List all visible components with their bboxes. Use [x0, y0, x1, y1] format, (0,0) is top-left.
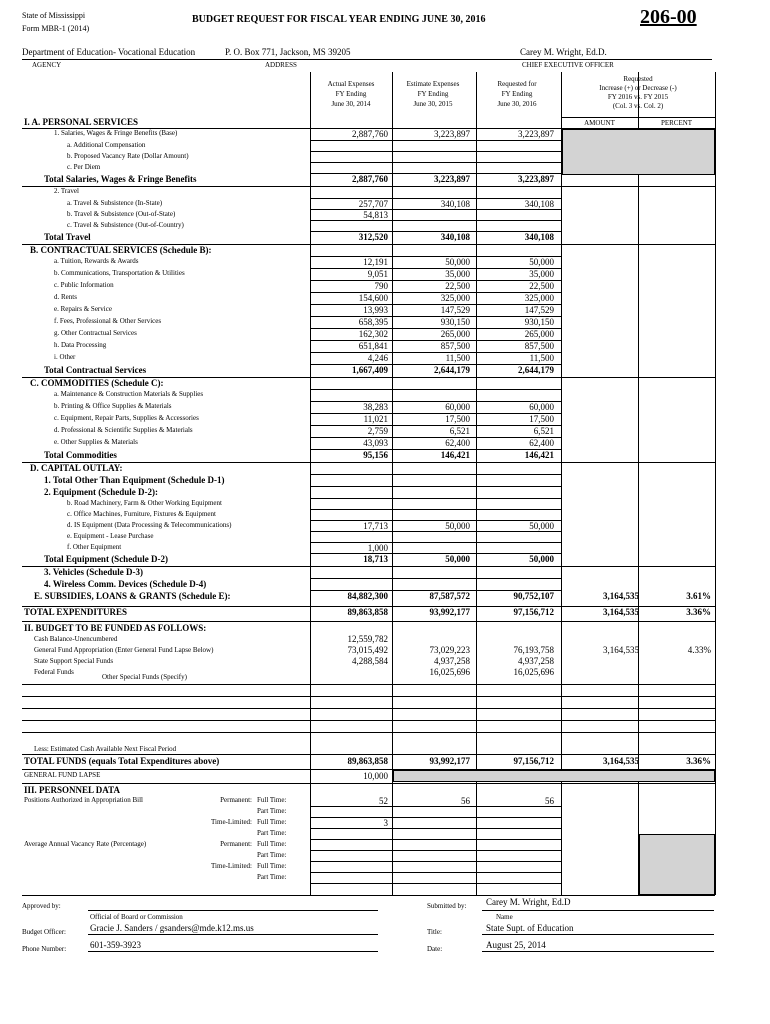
blank-row-rule [22, 696, 715, 697]
less-cash-label: Less: Estimated Cash Available Next Fiscal Period [34, 745, 177, 753]
row-label: g. Other Contractual Services [54, 329, 137, 337]
vacancy-label: Average Annual Vacancy Rate (Percentage) [24, 840, 147, 848]
personnel-full-label: Full Time: [257, 862, 287, 870]
col-header-requested: Requested for [497, 80, 537, 88]
row-label: B. CONTRACTUAL SERVICES (Schedule B): [30, 245, 212, 255]
row-label: d. IS Equipment (Data Processing & Telecommunications) [67, 521, 232, 529]
row-label: Total Contractual Services [44, 365, 147, 375]
cell-a: 54,813 [363, 210, 388, 220]
cell-e: 62,400 [445, 438, 470, 448]
col-header-change: (Col. 3 vs. Col. 2) [612, 102, 664, 110]
row-label: a. Tuition, Rewards & Awards [54, 257, 139, 265]
funding-cell-q: 16,025,696 [513, 667, 554, 677]
blank-row-rule [22, 720, 715, 721]
funding-cell-e: 73,029,223 [429, 645, 470, 655]
cell-q: 17,500 [529, 414, 554, 424]
row-label: c. Travel & Subsistence (Out-of-Country) [67, 221, 184, 229]
personnel-heading: III. PERSONNEL DATA [24, 785, 120, 795]
col-header-change: Increase (+) or Decrease (-) [599, 84, 677, 92]
funding-cell-e: 16,025,696 [429, 667, 470, 677]
cell-a: 257,707 [358, 199, 388, 209]
cell-e: 35,000 [445, 269, 470, 279]
phone-line [88, 951, 378, 952]
cell-a: 2,759 [367, 426, 388, 436]
cell-q: 147,529 [524, 305, 554, 315]
official-caption: Official of Board or Commission [90, 913, 183, 921]
row-label: D. CAPITAL OUTLAY: [30, 463, 123, 473]
approved-label: Approved by: [22, 902, 61, 910]
row-label: b. Travel & Subsistence (Out-of-State) [67, 210, 176, 218]
personnel-part-label: Part Time: [257, 851, 287, 859]
personnel-full-label: Full Time: [257, 818, 287, 826]
row-label: 2. Travel [54, 187, 79, 195]
cell-q: 6,521 [533, 426, 554, 436]
cell-e: 325,000 [440, 293, 470, 303]
budget-officer-value: Gracie J. Sanders / gsanders@mde.k12.ms.us [90, 923, 254, 933]
name-caption: Name [496, 913, 513, 921]
cell-a: 154,600 [358, 293, 388, 303]
cell-e: 146,421 [440, 450, 470, 460]
row-label: c. Public Information [54, 281, 114, 289]
date-line [482, 951, 714, 952]
row-rule [310, 498, 561, 499]
cell-a: 312,520 [358, 232, 388, 242]
ceo-name: Carey M. Wright, Ed.D. [520, 47, 607, 57]
cell-pct: 3.36% [686, 607, 711, 617]
row-label: a. Travel & Subsistence (In-State) [67, 199, 163, 207]
shaded-block [562, 129, 715, 175]
col-header-change: Requested [623, 75, 653, 83]
cell-a: 4,246 [367, 353, 388, 363]
personnel-time_limited-label: Time-Limited: [211, 818, 252, 826]
row-label: Total Commodities [44, 450, 117, 460]
cell-q: 97,156,712 [513, 607, 554, 617]
page-title: BUDGET REQUEST FOR FISCAL YEAR ENDING JUNE 30, 2016 [192, 14, 486, 25]
date-label: Date: [427, 945, 443, 953]
budget-officer-label: Budget Officer: [22, 928, 66, 936]
cell-e: 265,000 [440, 329, 470, 339]
cell-e: 2,644,179 [434, 365, 470, 375]
cell-q: 146,421 [524, 450, 554, 460]
row-label: TOTAL EXPENDITURES [24, 607, 127, 617]
personnel-part-label: Part Time: [257, 873, 287, 881]
title-line [482, 934, 714, 935]
budget-officer-line [88, 934, 378, 935]
phone-label: Phone Number: [22, 945, 67, 953]
row-label: b. Road Machinery, Farm & Other Working Equipment [67, 499, 222, 507]
row-label: b. Proposed Vacancy Rate (Dollar Amount) [67, 152, 189, 160]
cell-q: 62,400 [529, 438, 554, 448]
cell-a: 38,283 [363, 402, 388, 412]
row-label: Total Travel [44, 232, 91, 242]
lapse-value: 10,000 [363, 771, 388, 781]
approved-line [88, 910, 378, 911]
lapse-shade [393, 770, 715, 782]
col-header-requested: FY Ending [501, 90, 533, 98]
row-rule [310, 509, 561, 510]
funding-label: State Support Special Funds [34, 657, 114, 665]
row-rule [22, 754, 715, 755]
perm-full-actual: 52 [379, 796, 388, 806]
funding-other-label: Other Special Funds (Specify) [102, 673, 187, 681]
row-label: c. Per Diem [67, 163, 101, 171]
cell-e: 340,108 [440, 232, 470, 242]
row-rule [310, 486, 561, 487]
cell-q: 325,000 [524, 293, 554, 303]
perm-full-requested: 56 [545, 796, 554, 806]
cell-a: 13,993 [363, 305, 388, 315]
cell-e: 50,000 [445, 257, 470, 267]
cell-q: 930,150 [524, 317, 554, 327]
total-funds-amt: 3,164,535 [603, 756, 639, 766]
cell-a: 11,021 [363, 414, 388, 424]
row-label: f. Fees, Professional & Other Services [54, 317, 162, 325]
cell-e: 6,521 [449, 426, 470, 436]
col-header-actual: Actual Expenses [327, 80, 375, 88]
personnel-row-rule [310, 828, 561, 829]
cell-a: 9,051 [367, 269, 388, 279]
cell-a: 162,302 [358, 329, 388, 339]
row-rule [22, 186, 715, 187]
row-label: d. Professional & Scientific Supplies & Materials [54, 426, 193, 434]
cell-a: 12,191 [363, 257, 388, 267]
personnel-full-label: Full Time: [257, 840, 287, 848]
total-funds-pct: 3.36% [686, 756, 711, 766]
cell-a: 17,713 [363, 521, 388, 531]
row-rule [310, 162, 561, 163]
vacancy-shade [639, 834, 715, 895]
funding-label: General Fund Appropriation (Enter General Fund Lapse Below) [34, 646, 214, 654]
cell-e: 3,223,897 [434, 129, 470, 139]
personnel-part-label: Part Time: [257, 829, 287, 837]
cell-q: 340,108 [524, 232, 554, 242]
row-label: 1. Total Other Than Equipment (Schedule D-1) [44, 475, 225, 485]
form-id: Form MBR-1 (2014) [22, 24, 90, 33]
submitted-line [482, 910, 714, 911]
cell-q: 857,500 [524, 341, 554, 351]
row-label: 1. Salaries, Wages & Fringe Benefits (Base) [54, 129, 178, 137]
total-funds-q: 97,156,712 [513, 756, 554, 766]
title-value: State Supt. of Education [486, 923, 574, 933]
header-rule [561, 117, 715, 118]
funding-label: Federal Funds [34, 668, 74, 676]
funding-cell-pct: 4.33% [687, 645, 711, 655]
col-header-actual: June 30, 2014 [331, 100, 371, 108]
total-funds-label: TOTAL FUNDS (equals Total Expenditures above) [24, 756, 220, 766]
cell-a: 43,093 [363, 438, 388, 448]
personnel-row-rule [310, 872, 561, 873]
blank-row-rule [22, 732, 715, 733]
cell-q: 50,000 [529, 554, 554, 564]
funding-cell-a: 73,015,492 [347, 645, 388, 655]
row-rule [22, 462, 715, 463]
funding-cell-a: 4,288,584 [352, 656, 388, 666]
total-funds-a: 89,863,858 [347, 756, 388, 766]
col-header-requested: June 30, 2016 [497, 100, 537, 108]
cell-q: 11,500 [529, 353, 554, 363]
col-header-estimate: Estimate Expenses [406, 80, 460, 88]
cell-a: 2,887,760 [352, 174, 388, 184]
personnel-full-label: Full Time: [257, 796, 287, 804]
submitted-label: Submitted by: [427, 902, 467, 910]
cell-q: 50,000 [529, 257, 554, 267]
cell-a: 1,667,409 [352, 365, 388, 375]
submitted-value: Carey M. Wright, Ed.D [486, 897, 571, 907]
col-header-estimate: June 30, 2015 [413, 100, 453, 108]
row-label: a. Additional Compensation [67, 141, 146, 149]
personnel-permanent-label: Permanent: [220, 796, 252, 804]
personnel-permanent-label: Permanent: [220, 840, 252, 848]
cell-pct: 3.61% [686, 591, 711, 601]
funding-cell-amt: 3,164,535 [603, 645, 639, 655]
title-label: Title: [427, 928, 442, 936]
personnel-row-rule [310, 883, 561, 884]
cell-e: 11,500 [445, 353, 470, 363]
row-label: 2. Equipment (Schedule D-2): [44, 487, 159, 497]
row-label: h. Data Processing [54, 341, 107, 349]
funding-cell-e: 4,937,258 [434, 656, 470, 666]
cell-q: 265,000 [524, 329, 554, 339]
col-header-estimate: FY Ending [417, 90, 449, 98]
cell-q: 60,000 [529, 402, 554, 412]
cell-q: 22,500 [529, 281, 554, 291]
cell-e: 930,150 [440, 317, 470, 327]
cell-a: 18,713 [363, 554, 388, 564]
cell-e: 87,587,572 [429, 591, 470, 601]
total-funds-e: 93,992,177 [429, 756, 470, 766]
cell-a: 95,156 [363, 450, 388, 460]
row-label: b. Printing & Office Supplies & Materials [54, 402, 172, 410]
funding-label: Cash Balance-Unencumbered [34, 635, 118, 643]
row-rule [310, 140, 561, 141]
funding-cell-q: 4,937,258 [518, 656, 554, 666]
cell-q: 90,752,107 [513, 591, 554, 601]
row-rule [310, 578, 561, 579]
row-label: 3. Vehicles (Schedule D-3) [44, 567, 143, 577]
cell-a: 1,000 [367, 543, 388, 553]
personnel-part-label: Part Time: [257, 807, 287, 815]
table-bottom-rule [22, 895, 715, 896]
positions-label: Positions Authorized in Appropriation Bill [24, 796, 143, 804]
col-header-amount: AMOUNT [584, 119, 615, 127]
cell-q: 2,644,179 [518, 365, 554, 375]
personnel-time_limited-label: Time-Limited: [211, 862, 252, 870]
cell-q: 50,000 [529, 521, 554, 531]
cell-e: 147,529 [440, 305, 470, 315]
agency-address: P. O. Box 771, Jackson, MS 39205 [225, 47, 351, 57]
cell-a: 658,395 [358, 317, 388, 327]
cell-e: 93,992,177 [429, 607, 470, 617]
budget-code: 206-00 [640, 6, 697, 28]
funding-heading: II. BUDGET TO BE FUNDED AS FOLLOWS: [24, 623, 207, 633]
phone-value: 601-359-3923 [90, 940, 141, 950]
row-rule [310, 474, 561, 475]
row-rule [310, 220, 561, 221]
table-column-rule [715, 72, 716, 895]
row-label: a. Maintenance & Construction Materials & Supplies [54, 390, 204, 398]
row-label: b. Communications, Transportation & Utilities [54, 269, 185, 277]
tl-full-actual: 3 [383, 818, 388, 828]
cell-a: 89,863,858 [347, 607, 388, 617]
row-rule [310, 389, 561, 390]
cell-e: 50,000 [445, 554, 470, 564]
col-header-actual: FY Ending [335, 90, 367, 98]
perm-full-estimate: 56 [461, 796, 470, 806]
personnel-row-rule [310, 806, 561, 807]
row-rule [22, 783, 715, 784]
funding-cell-q: 76,193,758 [513, 645, 554, 655]
funding-cell-a: 12,559,782 [347, 634, 388, 644]
row-label: c. Office Machines, Furniture, Fixtures & Equipment [67, 510, 216, 518]
col-header-percent: PERCENT [660, 119, 693, 127]
cell-q: 3,223,897 [518, 174, 554, 184]
ceo-label: CHIEF EXECUTIVE OFFICER [522, 61, 614, 69]
row-rule [310, 151, 561, 152]
col-header-change: FY 2016 vs. FY 2015 [607, 93, 669, 101]
row-label: I. A. PERSONAL SERVICES [24, 117, 138, 127]
address-label: ADDRESS [265, 61, 297, 69]
cell-e: 857,500 [440, 341, 470, 351]
row-label: C. COMMODITIES (Schedule C): [30, 378, 164, 388]
cell-e: 17,500 [445, 414, 470, 424]
cell-e: 340,108 [440, 199, 470, 209]
cell-a: 651,841 [358, 341, 388, 351]
row-label: f. Other Equipment [67, 543, 122, 551]
row-label: c. Equipment, Repair Parts, Supplies & Accessories [54, 414, 199, 422]
row-label: i. Other [54, 353, 76, 361]
cell-q: 35,000 [529, 269, 554, 279]
cell-q: 3,223,897 [518, 129, 554, 139]
cell-amt: 3,164,535 [603, 607, 639, 617]
row-label: d. Rents [54, 293, 77, 301]
row-rule [22, 621, 715, 622]
agency-name: Department of Education- Vocational Education [22, 47, 196, 57]
row-label: Total Salaries, Wages & Fringe Benefits [44, 174, 197, 184]
cell-amt: 3,164,535 [603, 591, 639, 601]
row-label: e. Repairs & Service [54, 305, 112, 313]
cell-a: 84,882,300 [347, 591, 388, 601]
row-label: e. Equipment - Lease Purchase [67, 532, 154, 540]
cell-e: 3,223,897 [434, 174, 470, 184]
lapse-label: GENERAL FUND LAPSE [24, 771, 101, 779]
blank-row-rule [22, 684, 715, 685]
cell-e: 50,000 [445, 521, 470, 531]
date-value: August 25, 2014 [486, 940, 546, 950]
blank-row-rule [22, 708, 715, 709]
cell-q: 340,108 [524, 199, 554, 209]
cell-e: 60,000 [445, 402, 470, 412]
row-label: Total Equipment (Schedule D-2) [44, 554, 168, 564]
agency-label: AGENCY [32, 61, 62, 69]
row-label: E. SUBSIDIES, LOANS & GRANTS (Schedule E): [34, 591, 231, 601]
cell-a: 2,887,760 [352, 129, 388, 139]
personnel-row-rule [310, 839, 561, 840]
row-label: e. Other Supplies & Materials [54, 438, 138, 446]
state-name: State of Mississippi [22, 11, 86, 20]
cell-a: 790 [374, 281, 388, 291]
personnel-row-rule [310, 850, 561, 851]
personnel-row-rule [310, 861, 561, 862]
row-rule [310, 531, 561, 532]
row-label: 4. Wireless Comm. Devices (Schedule D-4) [44, 579, 207, 589]
cell-e: 22,500 [445, 281, 470, 291]
